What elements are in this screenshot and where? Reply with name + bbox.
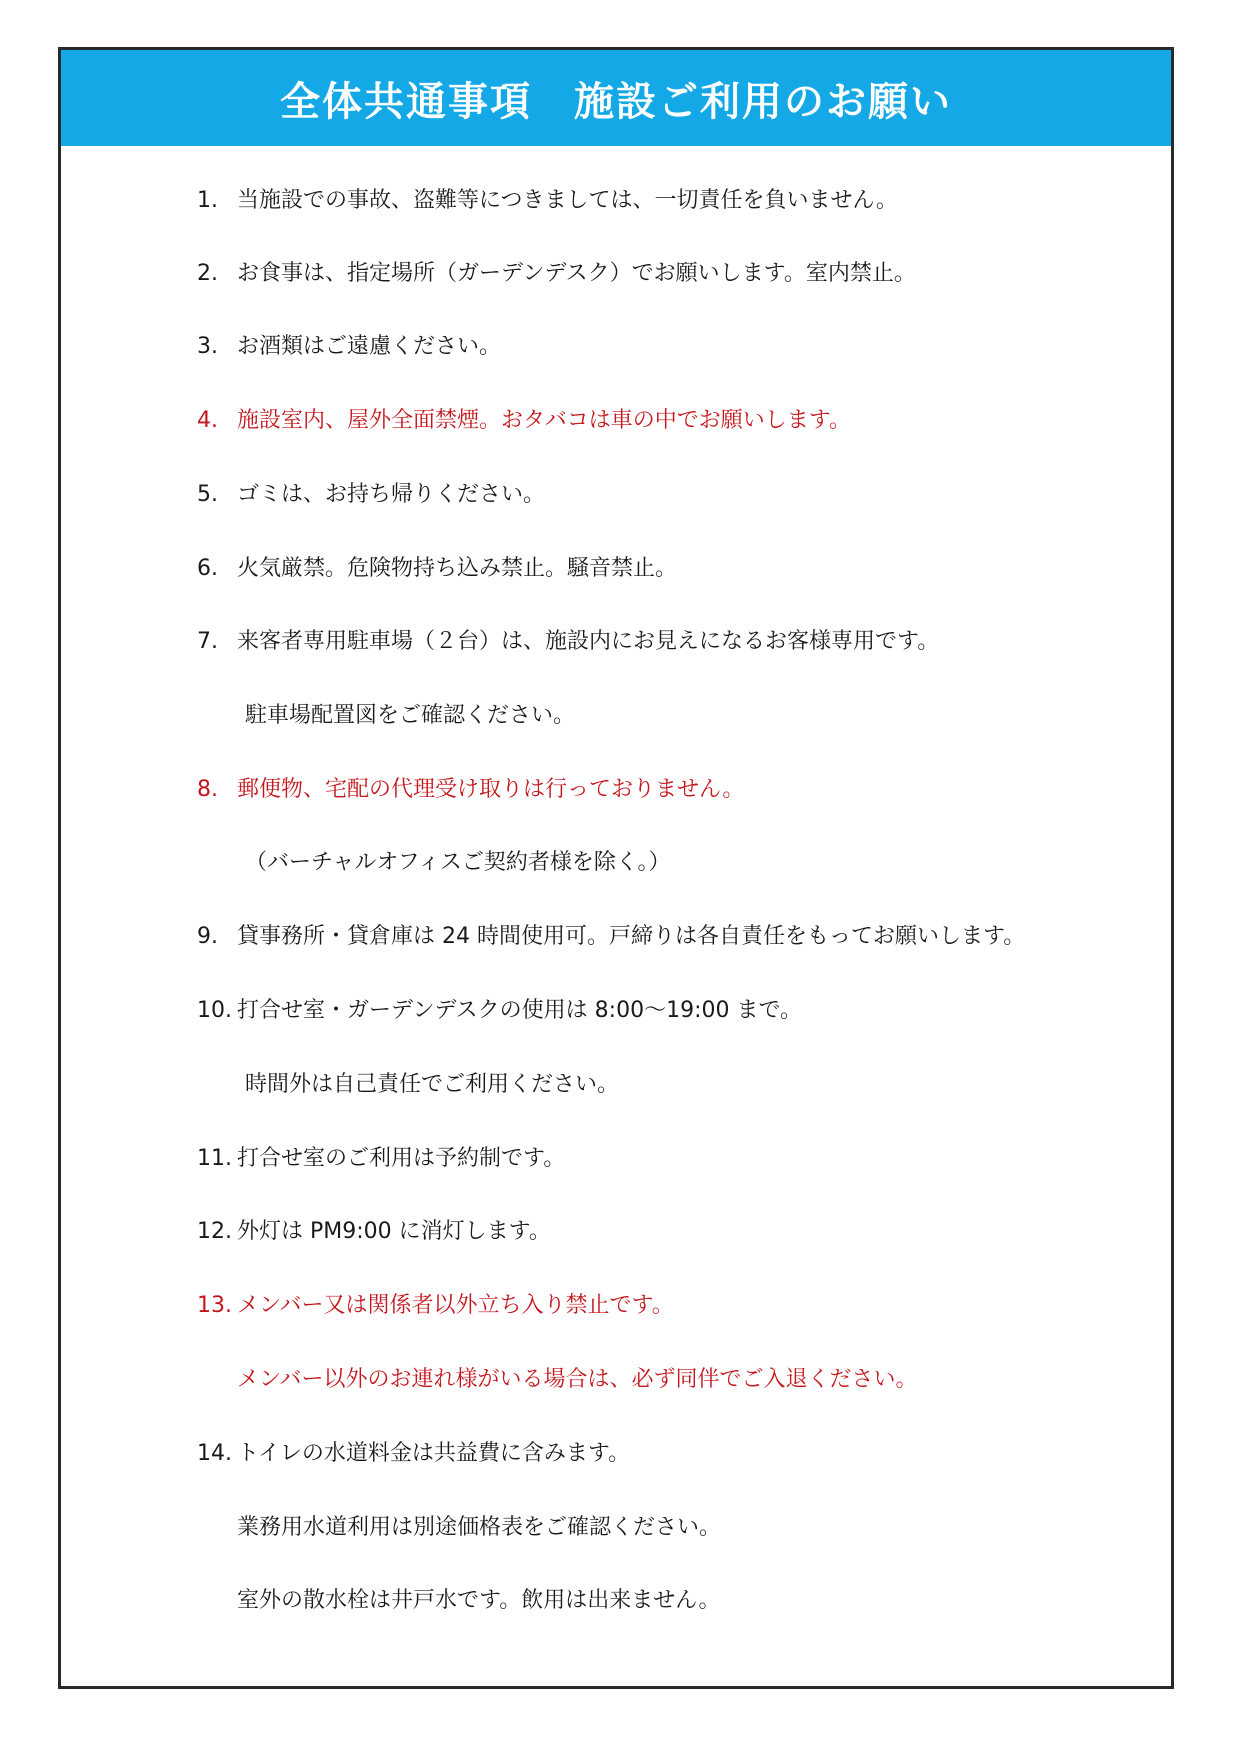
item-continuation-warning: メンバー以外のお連れ様がいる場合は、必ず同伴でご入退ください。 xyxy=(237,1367,918,1392)
item-number: 9. xyxy=(197,924,218,949)
list-item-warning xyxy=(197,775,744,805)
item-continuation: 室外の散水栓は井戸水です。飲用は出来ません。 xyxy=(237,1588,721,1613)
list-item xyxy=(197,259,916,289)
list-item xyxy=(197,554,677,584)
page-title: 全体共通事項 施設ご利用のお願い xyxy=(280,78,952,125)
list-item xyxy=(197,1217,551,1247)
list-item xyxy=(197,1439,630,1469)
list-item xyxy=(197,1144,565,1174)
item-number: 1. xyxy=(197,188,218,213)
title-banner xyxy=(61,50,1171,146)
item-text: 施設室内、屋外全面禁煙。おタバコは車の中でお願いします。 xyxy=(237,408,852,433)
item-text: 火気厳禁。危険物持ち込み禁止。騒音禁止。 xyxy=(237,556,678,581)
item-text: 来客者専用駐車場（２台）は、施設内にお見えになるお客様専用です。 xyxy=(237,629,940,654)
item-number: 10. xyxy=(197,998,232,1023)
item-text: 当施設での事故、盗難等につきましては、一切責任を負いません。 xyxy=(237,188,898,213)
item-number: 14. xyxy=(197,1441,232,1466)
item-text: 打合せ室のご利用は予約制です。 xyxy=(237,1146,566,1171)
item-text: 外灯は PM9:00 に消灯します。 xyxy=(237,1219,551,1244)
item-number: 6. xyxy=(197,556,218,581)
list-item xyxy=(197,186,898,216)
item-number: 3. xyxy=(197,334,218,359)
item-number: 2. xyxy=(197,261,218,286)
item-text: 貸事務所・貸倉庫は 24 時間使用可。戸締りは各自責任をもってお願いします。 xyxy=(237,924,1026,949)
item-text: ゴミは、お持ち帰りください。 xyxy=(237,482,546,507)
list-item-warning xyxy=(197,406,851,436)
item-text: メンバー又は関係者以外立ち入り禁止です。 xyxy=(237,1293,674,1318)
item-number: 5. xyxy=(197,482,218,507)
list-item xyxy=(197,922,1025,952)
notice-frame xyxy=(58,47,1174,1689)
item-text: お酒類はご遠慮ください。 xyxy=(237,334,502,359)
item-text: 打合せ室・ガーデンデスクの使用は 8:00～19:00 まで。 xyxy=(237,998,803,1023)
item-number: 13. xyxy=(197,1293,232,1318)
item-number: 7. xyxy=(197,629,218,654)
list-item xyxy=(197,996,802,1026)
item-continuation: 駐車場配置図をご確認ください。 xyxy=(245,703,576,728)
item-number: 11. xyxy=(197,1146,232,1171)
item-continuation: （バーチャルオフィスご契約者様を除く。） xyxy=(245,850,671,875)
list-item xyxy=(197,332,501,362)
item-continuation: 時間外は自己責任でご利用ください。 xyxy=(245,1072,620,1097)
item-continuation: 業務用水道利用は別途価格表をご確認ください。 xyxy=(237,1515,722,1540)
list-item xyxy=(197,627,939,657)
item-text: トイレの水道料金は共益費に含みます。 xyxy=(237,1441,631,1466)
list-item xyxy=(197,480,545,510)
item-number: 8. xyxy=(197,777,218,802)
item-text: お食事は、指定場所（ガーデンデスク）でお願いします。室内禁止。 xyxy=(237,261,916,286)
item-text: 郵便物、宅配の代理受け取りは行っておりません。 xyxy=(237,777,745,802)
item-number: 4. xyxy=(197,408,218,433)
item-number: 12. xyxy=(197,1219,232,1244)
list-item-warning xyxy=(197,1291,674,1321)
